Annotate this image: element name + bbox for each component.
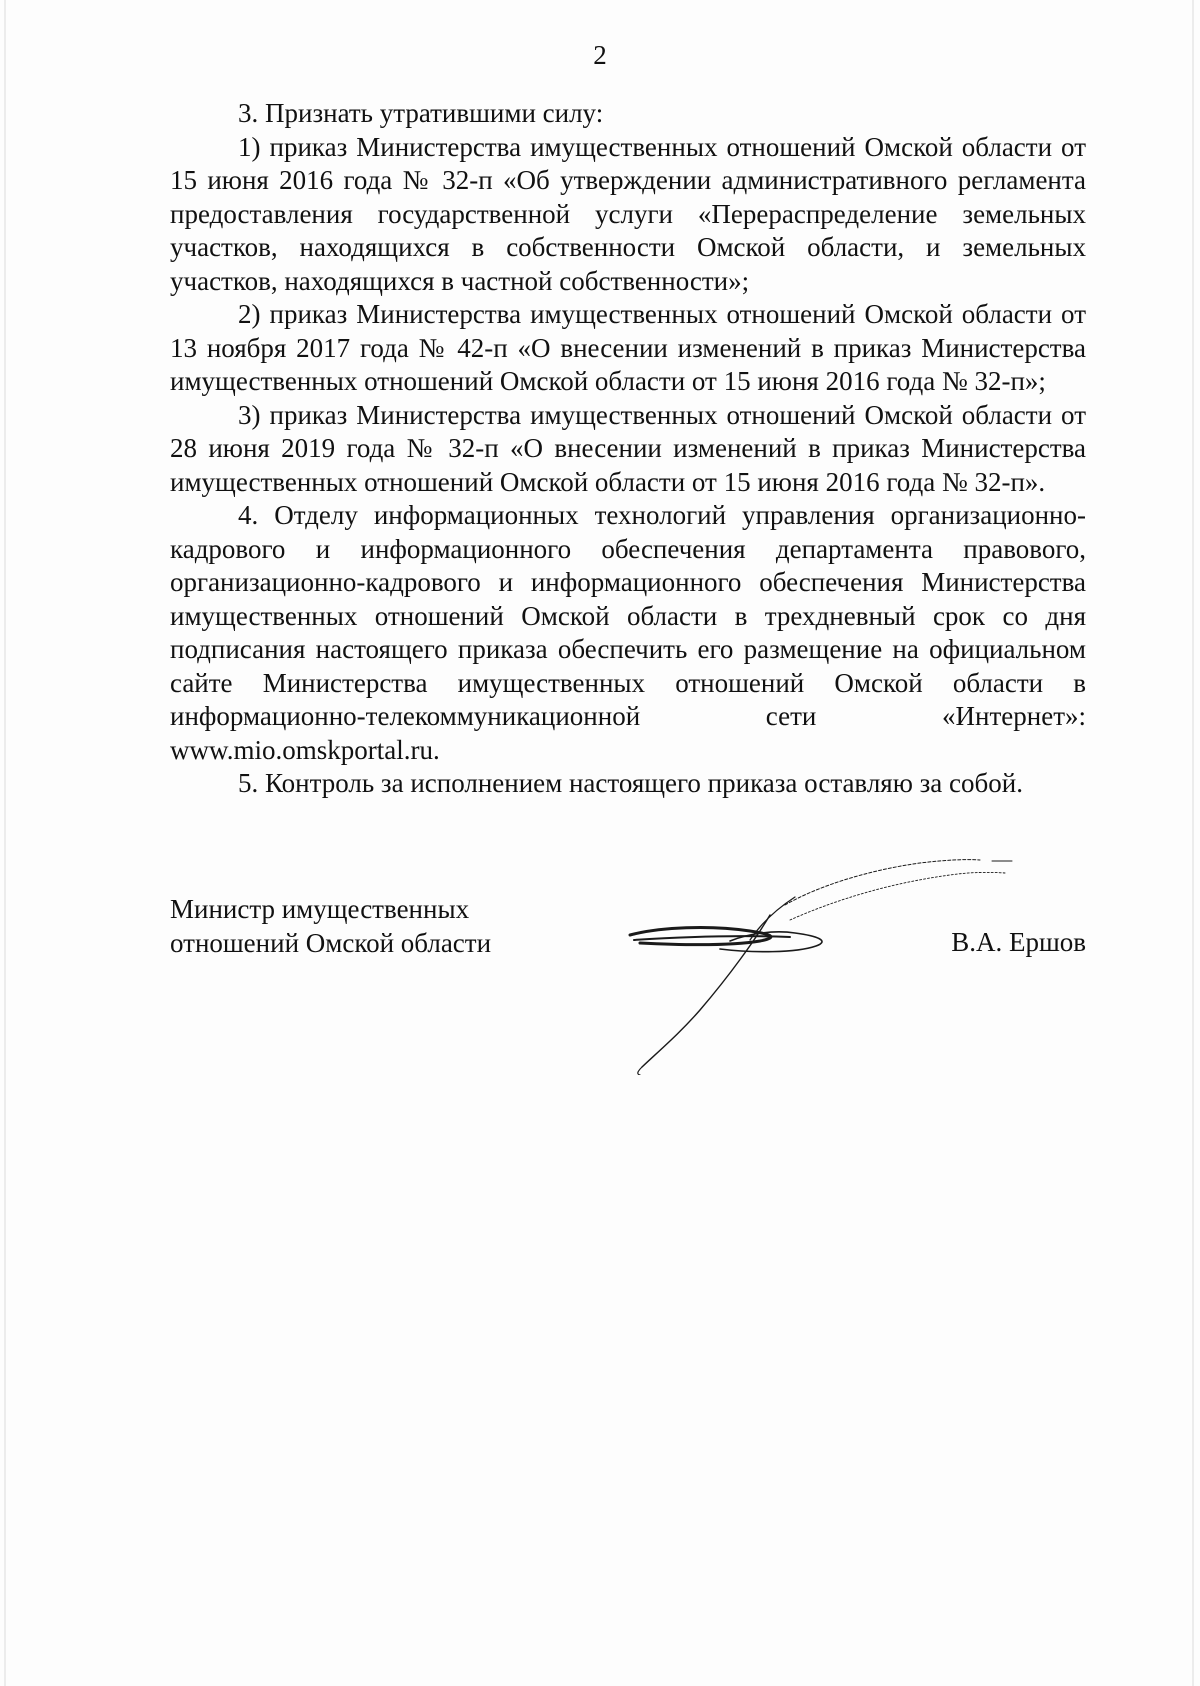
paragraph-item-4: 4. Отделу информационных технологий управления организационно-кадрового и информационного обеспечения департамента правового, организационно-кадрового и информационного обеспечения Министерства имущественных отношений Омской области в трехдневный срок со дня подписания настоящего приказа обеспечить его размещение на официальном сайте Министерства имущественных отношений Омской области в информационно-телекоммуникационной сети «Интернет»: www.mio.omskportal.ru. (170, 500, 1086, 765)
signer-title-line-2: отношений Омской области (170, 927, 492, 958)
paragraph-item-3-heading: 3. Признать утратившими силу: (238, 98, 604, 128)
page-number: 2 (593, 40, 607, 70)
signer-name: В.А. Ершов (951, 927, 1086, 957)
signer-title (170, 893, 590, 960)
paragraph-subitem-3: 3) приказ Министерства имущественных отношений Омской области от 28 июня 2019 года № 32-п «О внесении изменений в приказ Министерства имущественных отношений Омской области от 15 июня 2016 года № 32-п». (170, 399, 1086, 497)
handwritten-signature (620, 845, 1040, 1075)
paragraph-subitem-1: 1) приказ Министерства имущественных отношений Омской области от 15 июня 2016 года № 32-п «Об утверждении административного регламента предоставления государственной услуги «Перераспределение земельных участков, находящихся в собственности Омской области, и земельных участков, находящихся в частной собственности»; (170, 131, 1086, 296)
scan-edge-left (4, 0, 6, 1686)
signer-title-line-1: Министр имущественных (170, 894, 470, 924)
paragraph-subitem-2: 2) приказ Министерства имущественных отношений Омской области от 13 ноября 2017 года № 42-п «О внесении изменений в приказ Министерства имущественных отношений Омской области от 15 июня 2016 года № 32-п»; (170, 299, 1086, 396)
paragraph-item-5: 5. Контроль за исполнением настоящего приказа оставляю за собой. (238, 768, 1023, 798)
scan-edge-right (1192, 0, 1194, 1686)
document-body (170, 97, 1086, 801)
